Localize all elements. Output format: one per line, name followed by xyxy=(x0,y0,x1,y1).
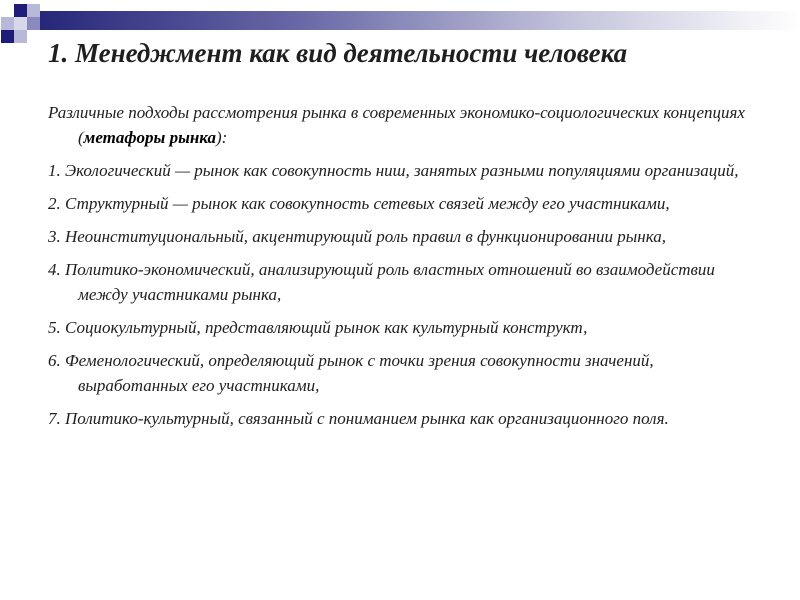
list-item-3: 3. Неоинституциональный, акцентирующий роль правил в функционировании рынка, xyxy=(48,227,666,246)
list-item-4: 4. Политико-экономический, анализирующий роль властных отношений во взаимодействии между участниками рынка, xyxy=(48,260,715,304)
decor-square-7 xyxy=(14,30,27,43)
list-item-1: 1. Экологический — рынок как совокупность ниш, занятых разными популяциями организаций, xyxy=(48,161,739,180)
decor-square-5 xyxy=(27,17,40,30)
decor-square-2 xyxy=(27,4,40,17)
intro-paragraph xyxy=(48,100,760,150)
list-item-5: 5. Социокультурный, представляющий рынок как культурный конструкт, xyxy=(48,318,588,337)
intro-bold-term: метафоры рынка xyxy=(83,128,217,147)
slide-title: 1. Менеджмент как вид деятельности человека xyxy=(48,38,628,68)
list-item-2: 2. Структурный — рынок как совокупность сетевых связей между его участниками, xyxy=(48,194,670,213)
decor-square-4 xyxy=(14,17,27,30)
list-item-7: 7. Политико-культурный, связанный с пониманием рынка как организационного поля. xyxy=(48,409,669,428)
slide-body xyxy=(48,100,760,439)
list-item-6: 6. Феменологический, определяющий рынок с точки зрения совокупности значений, выработанных его участниками, xyxy=(48,351,654,395)
decor-square-6 xyxy=(1,30,14,43)
header-gradient-bar xyxy=(40,11,800,30)
intro-text-before: Различные подходы рассмотрения рынка в современных экономико-социологических концепциях ( xyxy=(48,103,745,147)
decor-square-3 xyxy=(1,17,14,30)
decor-square-1 xyxy=(14,4,27,17)
intro-text-after: ): xyxy=(216,128,228,147)
